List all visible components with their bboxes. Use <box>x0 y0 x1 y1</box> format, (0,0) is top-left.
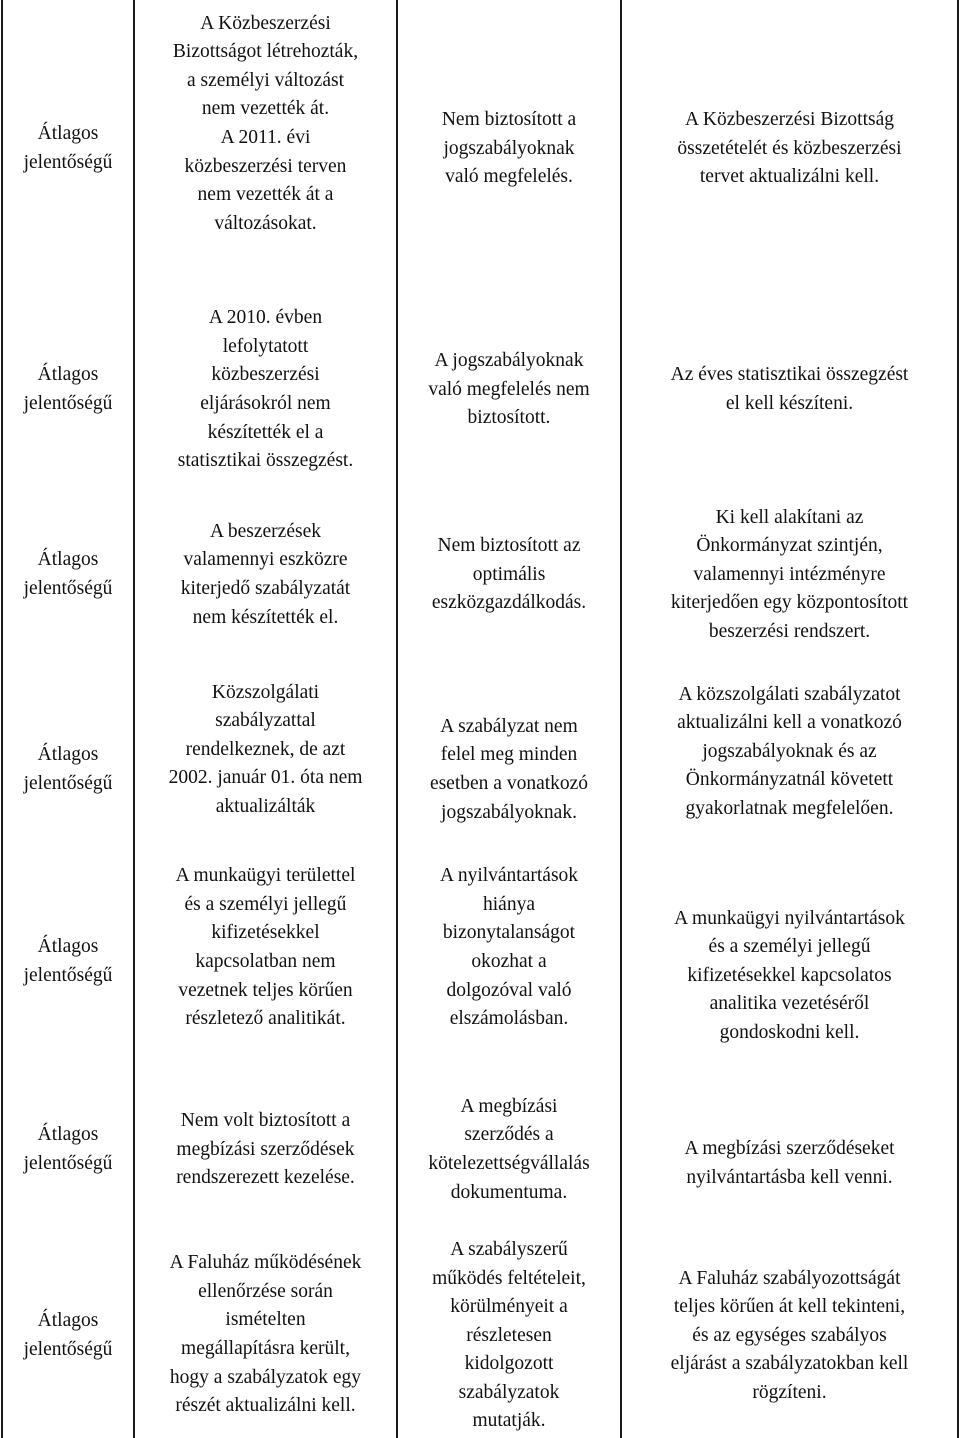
finding-cell: A Faluház működésének ellenőrzése során ismételten megállapításra került, hogy a szabályzatok egy részét aktualizálni kell. <box>169 1252 362 1417</box>
risk-cell: A szabályzat nem felel meg minden esetben a vonatkozó jogszabályoknak. <box>429 715 589 823</box>
finding-cell: Közszolgálati szabályzattal rendelkeznek, de azt 2002. január 01. óta nem aktualizálták <box>168 681 363 817</box>
recommendation-cell: A munkaügyi nyilvántartások és a személyi jellegű kifizetésekkel kapcsolatos analitika vezetéséről gondoskodni kell. <box>674 907 905 1043</box>
risk-cell: Nem biztosított a jogszabályoknak való megfelelés. <box>441 109 577 188</box>
risk-cell: A jogszabályoknak való megfelelés nem biztosított. <box>428 350 590 429</box>
severity-cell: Átlagos jelentőségű <box>23 364 113 414</box>
risk-cell: Nem biztosított az optimális eszközgazdálkodás. <box>431 535 587 614</box>
recommendation-cell: Az éves statisztikai összegzést el kell készíteni. <box>670 364 909 414</box>
severity-cell: Átlagos jelentőségű <box>23 123 113 173</box>
risk-cell: A megbízási szerződés a kötelezettségvállalás dokumentuma. <box>428 1095 590 1203</box>
finding-cell: A 2010. évben lefolytatott közbeszerzési eljárásokról nem készítették el a statisztikai összegzést. <box>177 307 354 472</box>
severity-cell: Átlagos jelentőségű <box>23 1124 113 1174</box>
finding-cell: A Közbeszerzési Bizottságot létrehozták, a személyi változást nem vezették át. A 2011. évi közbeszerzési terven nem vezették át a változásokat. <box>172 12 359 234</box>
table-border-left <box>1 0 3 1438</box>
recommendation-cell: Ki kell alakítani az Önkormányzat szintjén, valamennyi intézményre kiterjedően egy központosított beszerzési rendszert. <box>670 506 909 642</box>
column-divider <box>133 0 135 1438</box>
severity-cell: Átlagos jelentőségű <box>23 1310 113 1360</box>
recommendation-cell: A megbízási szerződéseket nyilvántartásba kell venni. <box>684 1138 895 1188</box>
finding-cell: A beszerzések valamennyi eszközre kiterjedő szabályzatát nem készítették el. <box>180 520 351 628</box>
recommendation-cell: A közszolgálati szabályzatot aktualizálni kell a vonatkozó jogszabályoknak és az Önkormányzatnál követett gyakorlatnak megfelelően. <box>677 683 902 819</box>
finding-cell: Nem volt biztosított a megbízási szerződések rendszerezett kezelése. <box>176 1110 355 1189</box>
severity-cell: Átlagos jelentőségű <box>23 936 113 986</box>
risk-cell: A nyilvántartások hiánya bizonytalanságot okozhat a dolgozóval való elszámolásban. <box>439 865 579 1030</box>
severity-cell: Átlagos jelentőségű <box>23 744 113 794</box>
recommendation-cell: A Faluház szabályozottságát teljes körűen át kell tekinteni, és az egységes szabályos eljárást a szabályzatokban kell rögzíteni. <box>670 1267 909 1403</box>
recommendation-cell: A Közbeszerzési Bizottság összetételét és közbeszerzési tervet aktualizálni kell. <box>677 109 902 188</box>
column-divider <box>620 0 622 1438</box>
finding-cell: A munkaügyi területtel és a személyi jellegű kifizetésekkel kapcsolatban nem vezetnek teljes körűen részletező analitikát. <box>175 865 356 1030</box>
table-border-right <box>957 0 959 1438</box>
severity-cell: Átlagos jelentőségű <box>23 549 113 599</box>
column-divider <box>396 0 398 1438</box>
risk-cell: A szabályszerű működés feltételeit, körülményeit a részletesen kidolgozott szabályzatok mutatják. <box>432 1238 586 1432</box>
